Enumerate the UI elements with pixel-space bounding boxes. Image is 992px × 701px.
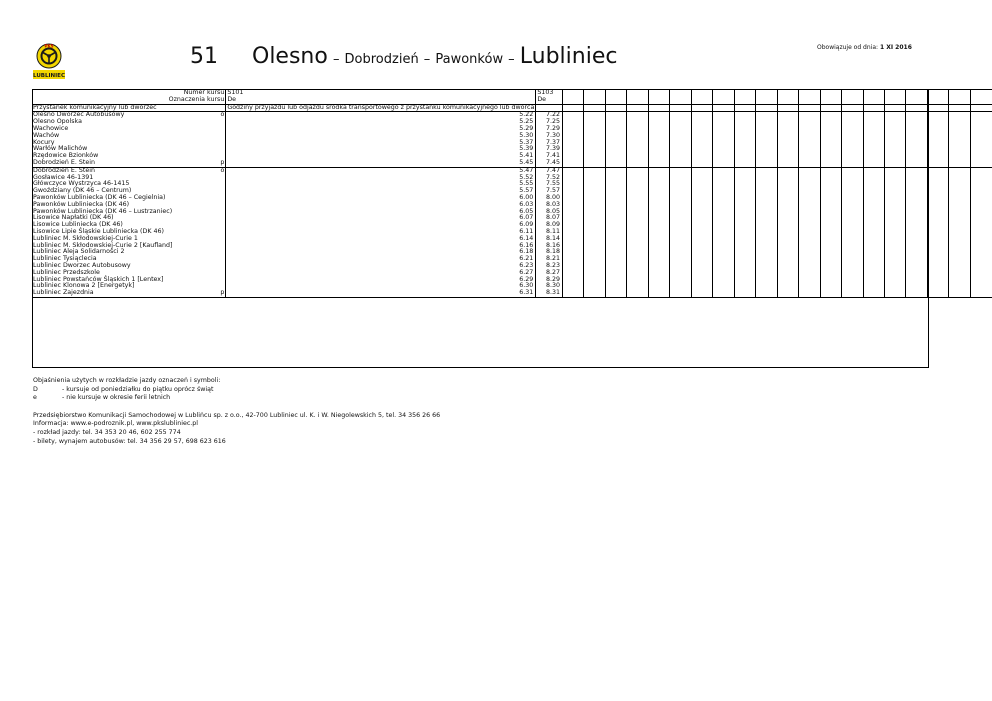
departure-time: 7.39 — [536, 146, 563, 153]
timetable-row — [32, 263, 992, 270]
departure-time: 8.21 — [536, 256, 563, 263]
timetable-row — [32, 133, 992, 140]
course-marks — [756, 97, 777, 104]
stop-name: Dobrodzień E. Stein — [33, 158, 95, 166]
course-marks — [949, 97, 970, 104]
stop-name: Gosławice 46-1391 — [33, 173, 94, 181]
departure-time: 6.31 — [226, 290, 536, 297]
stop-name: Lisowice Napłatki (DK 46) — [33, 214, 114, 222]
stop-column-header: Przystanek komunikacyjny lub dworzec — [32, 104, 226, 112]
departure-time: 8.00 — [536, 195, 563, 202]
departure-time: 7.37 — [536, 140, 563, 147]
course-number — [949, 90, 970, 97]
departure-time: 8.14 — [536, 236, 563, 243]
stop-name: Gwoździany (DK 46 – Centrum) — [33, 187, 132, 195]
stop-flag — [218, 222, 225, 229]
company-info: Przedsiębiorstwo Komunikacji Samochodowej w Lublińcu sp. z o.o., 42-700 Lubliniec ul. K. i W. Niegolewskich 5, tel. 34 356 26 66 — [33, 411, 441, 419]
departure-time: 6.30 — [226, 283, 536, 290]
valid-from-label: Obowiązuje od dnia: — [817, 44, 879, 51]
stop-flag: p — [220, 289, 225, 297]
departure-time: 5.39 — [226, 146, 536, 153]
course-number — [670, 90, 691, 97]
course-number — [562, 90, 583, 97]
course-number-label: Numer kursu — [32, 90, 226, 97]
stop-name: Lubliniec M. Skłodowskiej-Curie 1 — [33, 234, 138, 242]
stop-flag — [218, 277, 225, 284]
timetable-row — [32, 195, 992, 202]
timetable-row — [32, 283, 992, 290]
stop-flag — [218, 215, 225, 222]
departure-time: 6.27 — [226, 270, 536, 277]
timetable-row — [32, 290, 992, 297]
timetable-row — [32, 119, 992, 126]
departure-time: 8.16 — [536, 243, 563, 250]
departure-time: 7.45 — [536, 160, 563, 167]
stop-name: Lisowice Lipie Śląskie Lubliniecka (DK 46) — [33, 227, 164, 235]
timetable-row — [32, 256, 992, 263]
stop-flag — [218, 229, 225, 236]
course-marks — [927, 97, 948, 104]
notes — [33, 377, 440, 446]
timetable-row — [32, 209, 992, 216]
timetable-row — [32, 160, 992, 167]
stop-flag — [218, 256, 225, 263]
course-number — [756, 90, 777, 97]
stop-flag — [218, 209, 225, 216]
course-marks: De — [536, 97, 563, 104]
departure-time: 7.22 — [536, 112, 563, 119]
course-marks — [885, 97, 906, 104]
course-number — [777, 90, 798, 97]
timetable-row — [32, 140, 992, 147]
course-number — [691, 90, 712, 97]
stop-flag — [218, 119, 225, 126]
course-number — [713, 90, 734, 97]
stop-flag — [218, 133, 225, 140]
course-number — [584, 90, 605, 97]
course-number — [906, 90, 927, 97]
timetable — [32, 89, 992, 298]
departure-time: 6.14 — [226, 236, 536, 243]
timetable-row — [32, 188, 992, 195]
route-sep: – — [423, 52, 431, 67]
course-number — [820, 90, 841, 97]
course-number — [863, 90, 884, 97]
course-marks — [777, 97, 798, 104]
pks-logo-icon — [31, 41, 67, 81]
departure-time: 5.30 — [226, 133, 536, 140]
departure-time: 5.37 — [226, 140, 536, 147]
departure-time: 7.57 — [536, 188, 563, 195]
stop-flag: p — [220, 158, 225, 166]
timetable-row — [32, 222, 992, 229]
departure-time: 8.05 — [536, 209, 563, 216]
course-number — [927, 90, 948, 97]
contact-info: Informacja: www.e-podroznik.pl, www.pkslubliniec.pl — [33, 420, 199, 428]
stop-name: Główczyce Wystrzyca 46-1415 — [33, 180, 130, 188]
departure-time: 7.25 — [536, 119, 563, 126]
stop-name: Lubliniec Zajezdnia — [32, 290, 218, 297]
stop-flag — [218, 202, 225, 209]
timetable-row — [32, 236, 992, 243]
departure-time: 6.05 — [226, 209, 536, 216]
departure-time: 6.07 — [226, 215, 536, 222]
times-column-header: Godziny przyjazdu lub odjazdu środka transportowego z przystanku komunikacyjnego lub dworca — [227, 103, 535, 111]
course-number — [970, 90, 992, 97]
stop-name: Wachowice — [33, 124, 69, 132]
stop-flag — [218, 236, 225, 243]
contact-schedule: - rozkład jazdy: tel. 34 353 20 46, 602 255 774 — [33, 428, 181, 436]
departure-time: 7.41 — [536, 153, 563, 160]
course-marks — [627, 97, 648, 104]
departure-time: 8.27 — [536, 270, 563, 277]
timetable-row — [32, 277, 992, 284]
departure-time: 6.00 — [226, 195, 536, 202]
departure-time: 5.29 — [226, 126, 536, 133]
course-marks — [648, 97, 669, 104]
stop-name: Olesno Opolska — [33, 118, 82, 126]
stop-name: Dobrodzień E. Stein — [32, 167, 218, 174]
course-marks — [734, 97, 755, 104]
svg-text:LUBLINIEC: LUBLINIEC — [33, 73, 65, 79]
course-number — [799, 90, 820, 97]
course-marks — [670, 97, 691, 104]
departure-time: 8.23 — [536, 263, 563, 270]
departure-time: 5.52 — [226, 175, 536, 182]
route-sep: – — [332, 52, 340, 67]
departure-time: 6.16 — [226, 243, 536, 250]
stop-name: Olesno Dworzec Autobusowy — [33, 111, 125, 119]
stop-flag — [218, 126, 225, 133]
course-marks — [562, 97, 583, 104]
course-marks — [799, 97, 820, 104]
departure-time: 8.31 — [536, 290, 563, 297]
timetable-row — [32, 249, 992, 256]
departure-time: 6.21 — [226, 256, 536, 263]
svg-text:PKS: PKS — [44, 43, 54, 49]
departure-time: 7.52 — [536, 175, 563, 182]
course-number — [885, 90, 906, 97]
course-number — [734, 90, 755, 97]
stop-name: Lubliniec Dworzec Autobusowy — [33, 261, 131, 269]
course-number — [605, 90, 626, 97]
course-marks — [605, 97, 626, 104]
timetable-row — [32, 181, 992, 188]
stop-name: Pawonków Lubliniecka (DK 46 – Cegielnia) — [33, 193, 166, 201]
departure-time: 8.11 — [536, 229, 563, 236]
course-marks — [584, 97, 605, 104]
timetable-row — [32, 243, 992, 250]
departure-time: 7.30 — [536, 133, 563, 140]
timetable-row — [32, 146, 992, 153]
departure-time: 8.29 — [536, 277, 563, 284]
route-via-1: Dobrodzień — [344, 52, 419, 67]
stop-name: Lubliniec Aleja Solidarności 2 — [33, 248, 125, 256]
stop-flag — [218, 146, 225, 153]
course-marks — [820, 97, 841, 104]
departure-time: 5.25 — [226, 119, 536, 126]
course-marks: De — [226, 97, 536, 104]
departure-time: 6.11 — [226, 229, 536, 236]
stop-name: Pawonków Lubliniecka (DK 46 – Lustrzaniec) — [33, 207, 173, 215]
course-marks — [863, 97, 884, 104]
stop-flag — [218, 270, 225, 277]
course-number: S103 — [536, 90, 563, 97]
departure-time: 6.03 — [226, 202, 536, 209]
stop-flag — [218, 175, 225, 182]
course-marks — [691, 97, 712, 104]
company-logo — [31, 41, 67, 81]
stop-flag — [218, 263, 225, 270]
timetable-row — [32, 112, 992, 119]
course-marks — [906, 97, 927, 104]
departure-time: 5.45 — [226, 160, 536, 167]
timetable-row — [32, 175, 992, 182]
stop-flag — [218, 140, 225, 147]
departure-time: 8.09 — [536, 222, 563, 229]
departure-time: 5.57 — [226, 188, 536, 195]
stop-name: Lubliniec Przedszkole — [33, 268, 100, 276]
timetable-row — [32, 153, 992, 160]
stop-name: Lubliniec Powstańców Śląskich 1 [Lentex] — [33, 275, 164, 283]
line-number: 51 — [190, 44, 218, 69]
stop-flag: o — [220, 111, 225, 119]
course-number: S101 — [226, 90, 536, 97]
departure-time: 7.55 — [536, 181, 563, 188]
timetable-row — [32, 126, 992, 133]
timetable-row — [32, 229, 992, 236]
course-marks — [713, 97, 734, 104]
timetable-row — [32, 270, 992, 277]
timetable-row — [32, 167, 992, 174]
departure-time: 8.30 — [536, 283, 563, 290]
stop-flag — [218, 188, 225, 195]
departure-time: 6.29 — [226, 277, 536, 284]
departure-time: 6.18 — [226, 249, 536, 256]
departure-time: 6.09 — [226, 222, 536, 229]
departure-time: 8.03 — [536, 202, 563, 209]
valid-from — [817, 44, 912, 51]
stop-name: Lisowice Lubliniecka (DK 46) — [33, 221, 123, 229]
contact-tickets: - bilety, wynajem autobusów: tel. 34 356 29 57, 698 623 616 — [33, 437, 226, 445]
course-marks — [970, 97, 992, 104]
stop-flag: o — [218, 167, 225, 174]
stop-name: Kocury — [33, 138, 55, 146]
stop-name: Lubliniec Klonowa 2 [Energetyk] — [33, 282, 135, 290]
stop-name: Rzędowice Bzionków — [33, 152, 99, 160]
legend-item: e - nie kursuje w okresie ferii letnich — [33, 394, 171, 402]
stop-name: Wachów — [33, 131, 60, 139]
departure-time: 6.23 — [226, 263, 536, 270]
departure-time: 7.47 — [536, 167, 563, 174]
stop-name: Pawonków Lubliniecka (DK 46) — [33, 200, 130, 208]
stop-name: Warłów Malichów — [33, 145, 88, 153]
route-start: Olesno — [252, 44, 328, 69]
route-title — [190, 44, 617, 69]
route-via-2: Pawonków — [435, 52, 504, 67]
stop-flag — [218, 249, 225, 256]
valid-from-date: 1 XI 2016 — [879, 44, 912, 51]
departure-time: 5.47 — [226, 167, 536, 174]
timetable-row — [32, 215, 992, 222]
route-end: Lubliniec — [519, 44, 618, 69]
departure-time: 8.07 — [536, 215, 563, 222]
stop-name: Lubliniec Tysiąclecia — [33, 255, 97, 263]
legend-title: Objaśnienia użytych w rozkładzie jazdy oznaczeń i symboli: — [33, 377, 221, 384]
course-marks — [842, 97, 863, 104]
stop-name: Lubliniec M. Skłodowskiej-Curie 2 [Kaufland] — [33, 241, 173, 249]
departure-time: 5.55 — [226, 181, 536, 188]
legend-item: D - kursuje od poniedziałku do piątku oprócz świąt — [33, 385, 214, 393]
stop-flag — [218, 181, 225, 188]
departure-time: 7.29 — [536, 126, 563, 133]
course-marks-label: Oznaczenia kursu — [168, 95, 225, 103]
route-sep: – — [508, 52, 515, 67]
stop-flag — [218, 243, 225, 250]
course-number — [648, 90, 669, 97]
course-number — [627, 90, 648, 97]
departure-time: 5.41 — [226, 153, 536, 160]
departure-time: 5.22 — [226, 112, 536, 119]
stop-flag — [218, 195, 225, 202]
course-number — [842, 90, 863, 97]
timetable-row — [32, 202, 992, 209]
departure-time: 8.18 — [536, 249, 563, 256]
